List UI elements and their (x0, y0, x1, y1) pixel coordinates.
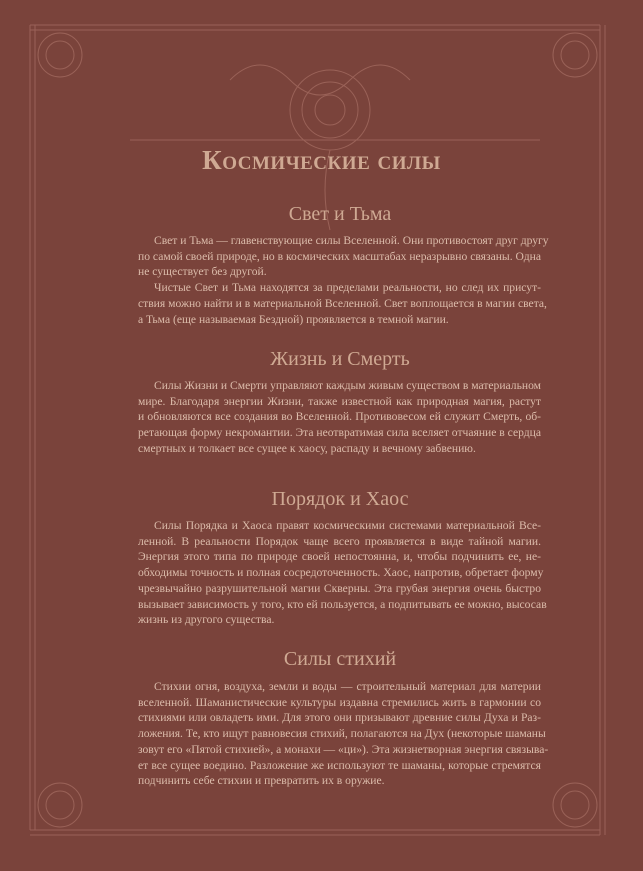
text-line: ретающая форму некромантии. Эта неотвратимая сила вселяет отчаяние в сердца (138, 426, 541, 440)
section-heading: Жизнь и Смерть (270, 348, 410, 370)
text-line: чрезвычайно разрушительной магии Скверны. Эта грубая энергия очень быстро (138, 581, 541, 595)
section-heading: Порядок и Хаос (271, 488, 409, 510)
section-paragraph (138, 679, 549, 789)
text-line: жизнь из другого существа. (138, 613, 275, 627)
text-line: Энергия этого типа по природе своей непостоянна, и, чтобы подчинить ее, не- (138, 550, 541, 564)
text-line: ленной. В реальности Порядок чаще всего проявляется в виде тайной магии. (138, 534, 541, 548)
text-line: ет все сущее воедино. Разложение же используют те шаманы, которые стремятся (138, 758, 541, 772)
text-line: не существует без другой. (138, 265, 267, 279)
section-heading: Силы стихий (283, 648, 397, 670)
text-line: обходимы точность и полная сосредоточенность. Хаос, напротив, обретает форму (138, 566, 544, 580)
text-line: Свет и Тьма — главенствующие силы Вселенной. Они противостоят друг другу (154, 234, 549, 247)
text-line: стихиями или овладеть ими. Для этого они призывают древние силы Духа и Раз- (138, 711, 541, 725)
text-line: смертных и толкает все сущее к хаосу, распаду и вечному забвению. (138, 441, 476, 455)
section-heading: Свет и Тьма (288, 203, 392, 225)
text-line: вселенной. Шаманистические культуры издавна стремились жить в гармонии со (138, 695, 541, 709)
section-paragraph (138, 233, 549, 327)
text-line: и обновляются все создания во Вселенной. Противовесом ей служит Смерть, об- (138, 410, 541, 424)
text-line: зовут его «Пятой стихией», а монахи — «ци»). Эта жизнетворная энергия связыва- (138, 742, 549, 756)
text-line: Стихии огня, воздуха, земли и воды — строительный материал для материи (154, 680, 541, 693)
page-title: Космические силы (202, 145, 441, 175)
text-line: подчинить себе стихии и превратить их в оружие. (138, 774, 385, 788)
text-line: Силы Порядка и Хаоса правят космическими системами материальной Все- (154, 519, 541, 532)
text-line: ствия можно найти и в материальной Вселенной. Свет воплощается в магии света, (138, 296, 547, 310)
text-line: мире. Благодаря энергии Жизни, также известной как природная магия, растут (138, 394, 541, 408)
section-paragraph (138, 378, 541, 457)
text-line: по самой своей природе, но в космических масштабах неразрывно связаны. Одна (138, 249, 541, 263)
text-line: вызывает зависимость у того, кто ей пользуется, а подпитывать ее можно, высосав (138, 597, 547, 611)
text-line: а Тьма (еще называемая Бездной) проявляется в темной магии. (138, 312, 449, 326)
text-line: ложения. Те, кто ищут равновесия стихий, полагаются на Дух (некоторые шаманы (138, 727, 546, 741)
text-line: Силы Жизни и Смерти управляют каждым живым существом в материальном (154, 379, 541, 392)
text-line: Чистые Свет и Тьма находятся за пределами реальности, но след их присут- (154, 281, 541, 295)
section-paragraph (138, 518, 547, 628)
